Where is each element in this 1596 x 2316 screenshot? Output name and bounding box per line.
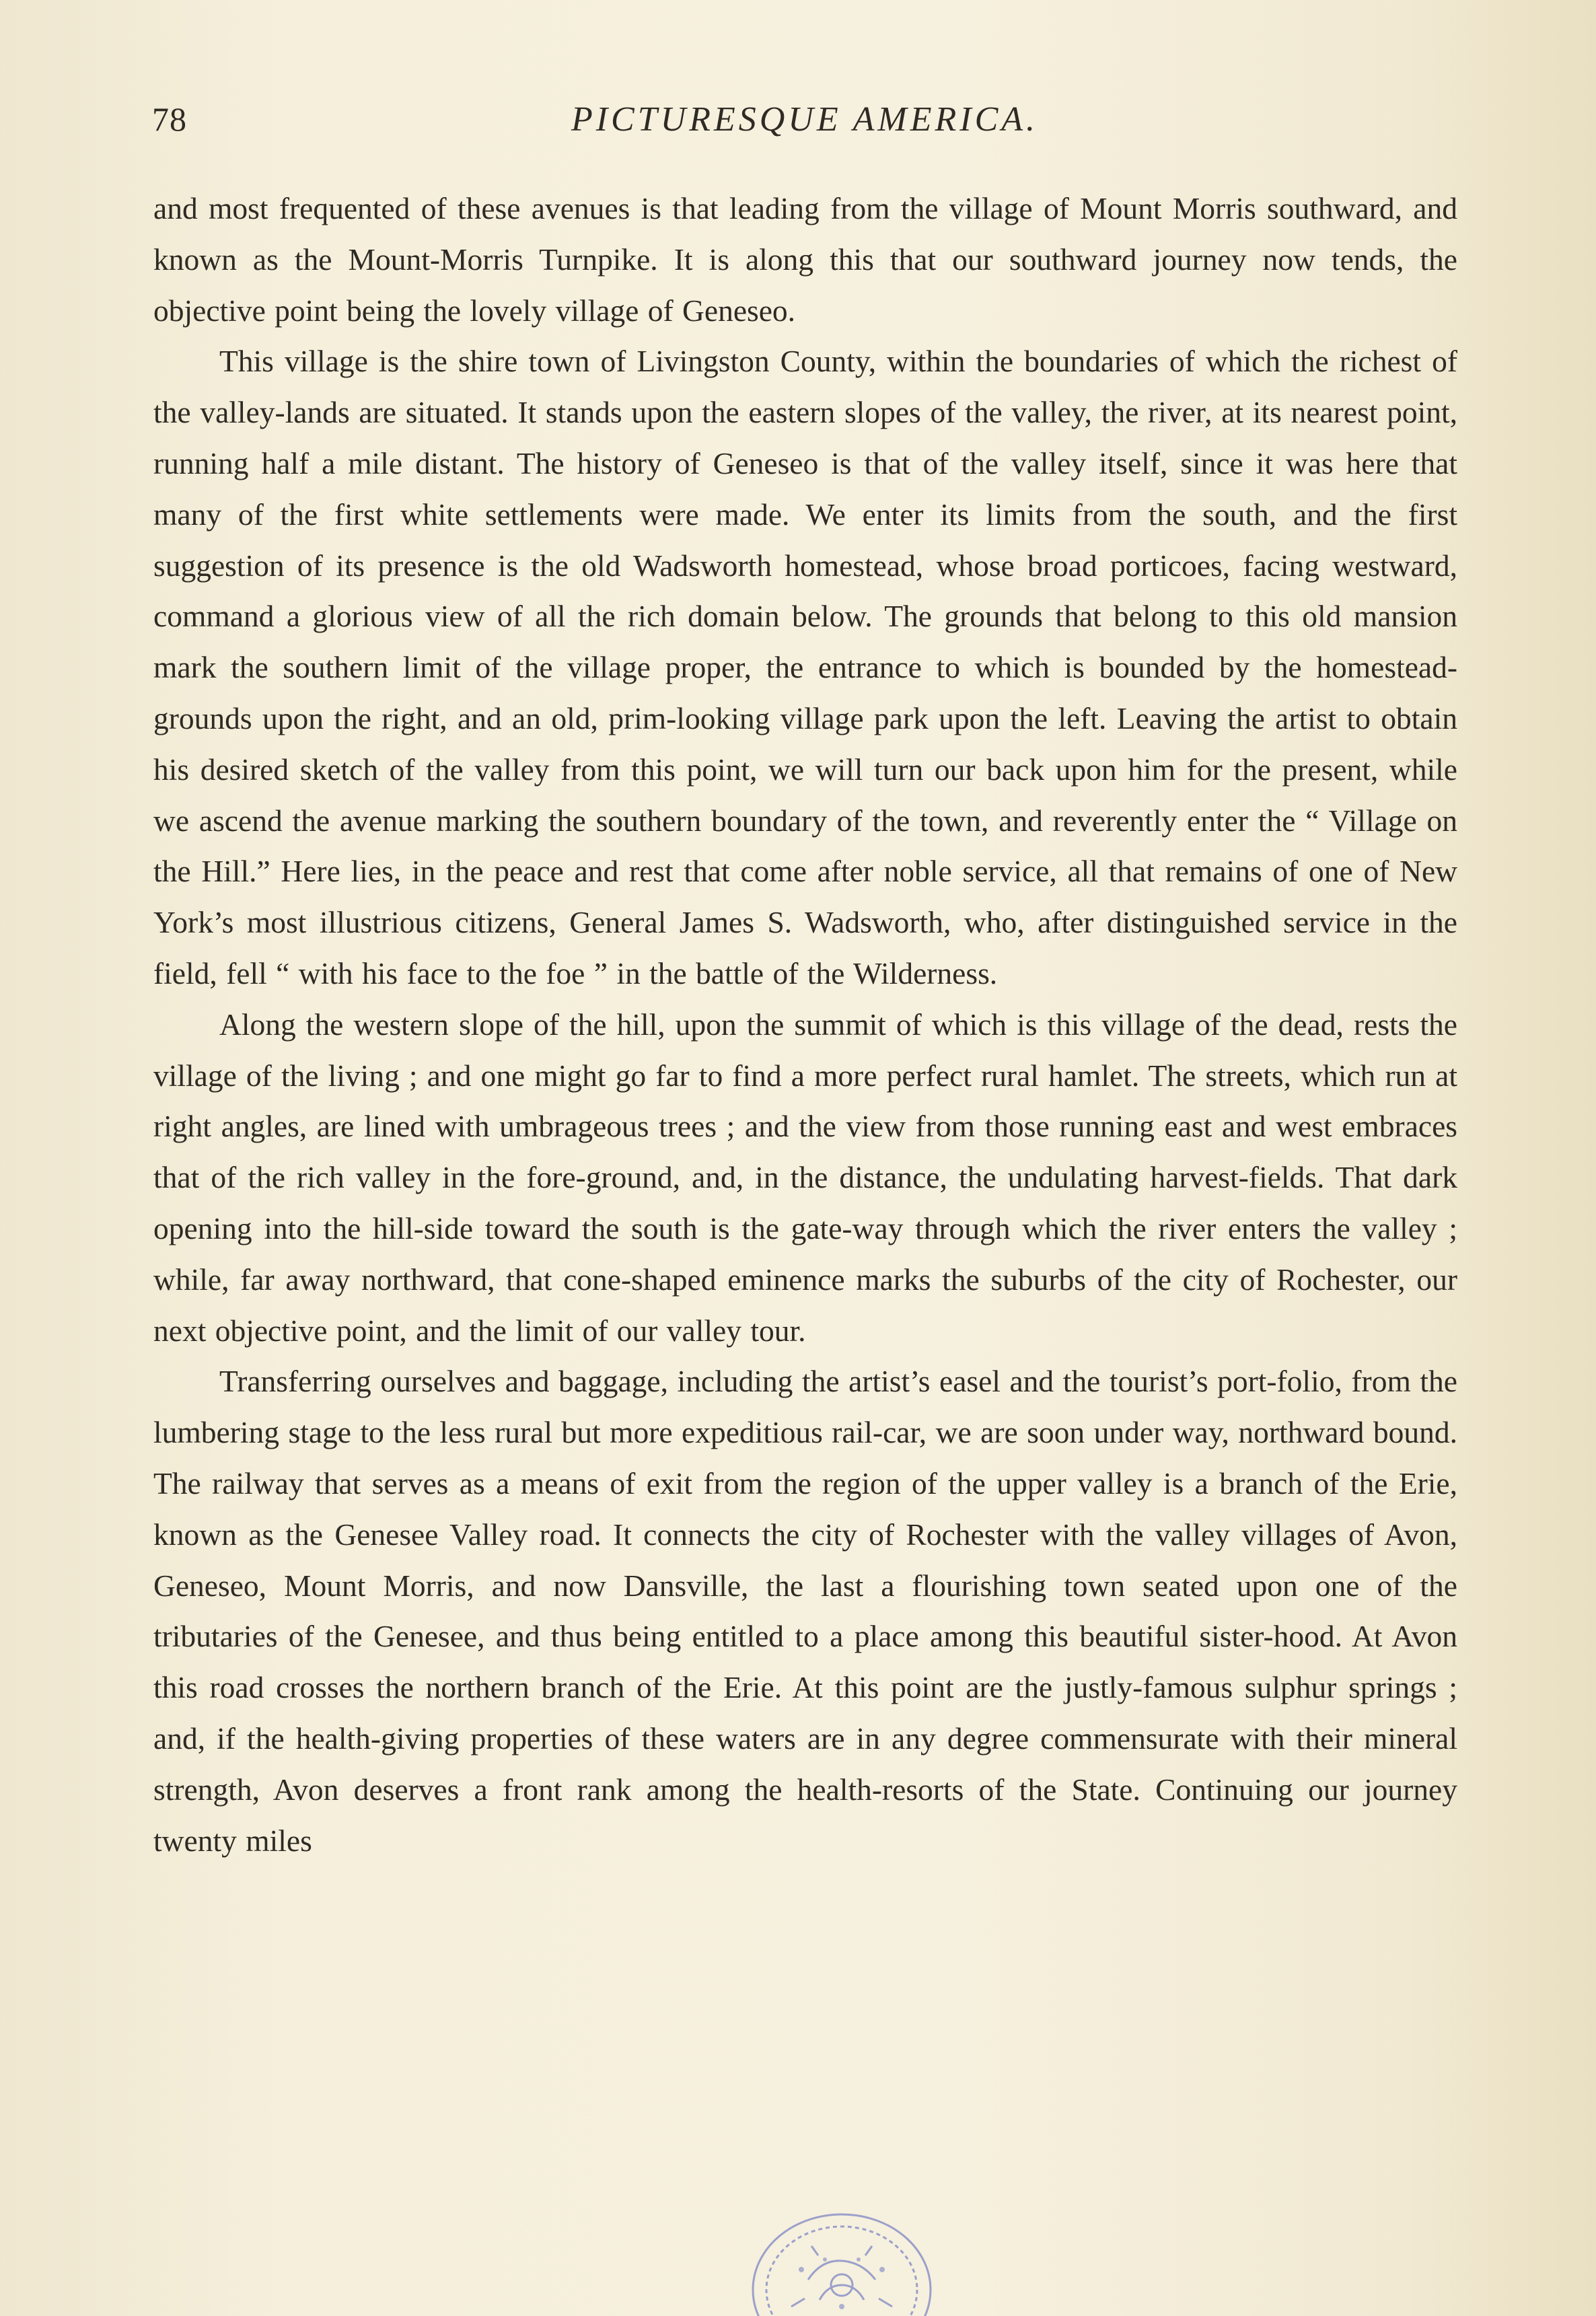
- paragraph-3: Along the western slope of the hill, upon the summit of which is this village of the dead, rests the village of the living ; and one might go far to find a more perfect rural hamlet. The streets, which run at right angles, are lined with umbrageous trees ; and the view from those running east and west embraces that of the rich valley in the fore-ground, and, in the distance, the undulating harvest-fields. That dark opening into the hill-side toward the south is the gate-way through which the river enters the valley ; while, far away northward, that cone-shaped eminence marks the suburbs of the city of Rochester, our next objective point, and the limit of our valley tour.: [153, 1007, 1457, 1348]
- page-header: [152, 100, 1457, 153]
- page-number: 78: [152, 100, 187, 138]
- paragraph-1: and most frequented of these avenues is that leading from the village of Mount Morris southward, and known as the Mount-Morris Turnpike. It is along this that our southward journey now tends, the objective point being the lovely village of Geneseo.: [153, 191, 1457, 328]
- paragraph-2: This village is the shire town of Livingston County, within the boundaries of which the richest of the valley-lands are situated. It stands upon the eastern slopes of the valley, the river, at its nearest point, running half a mile distant. The history of Geneseo is that of the valley itself, since it was here that many of the first white settlements were made. We enter its limits from the south, and the first suggestion of its presence is the old Wadsworth homestead, whose broad porticoes, facing westward, command a glorious view of all the rich domain below. The grounds that belong to this old mansion mark the southern limit of the village proper, the entrance to which is bounded by the homestead-grounds upon the right, and an old, prim-looking village park upon the left. Leaving the artist to obtain his desired sketch of the valley from this point, we will turn our back upon him for the present, while we ascend the avenue marking the southern boundary of the town, and reverently enter the “ Village on the Hill.” Here lies, in the peace and rest that come after noble service, all that remains of one of New York’s most illustrious citizens, General James S. Wadsworth, who, after distinguished service in the field, fell “ with his face to the foe ” in the battle of the Wilderness.: [153, 344, 1457, 990]
- body-text: [153, 183, 1457, 1866]
- library-stamp-icon: [744, 2206, 939, 2316]
- paragraph-4: Transferring ourselves and baggage, including the artist’s easel and the tourist’s port-folio, from the lumbering stage to the less rural but more expeditious rail-car, we are soon under way, northward bound. The railway that serves as a means of exit from the region of the upper valley is a branch of the Erie, known as the Genesee Valley road. It connects the city of Rochester with the valley villages of Avon, Geneseo, Mount Morris, and now Dansville, the last a flourishing town seated upon one of the tributaries of the Genesee, and thus being entitled to a place among this beautiful sister-hood. At Avon this road crosses the northern branch of the Erie. At this point are the justly-famous sulphur springs ; and, if the health-giving properties of these waters are in any degree commensurate with their mineral strength, Avon deserves a front rank among the health-resorts of the State. Continuing our journey twenty miles: [153, 1364, 1457, 1858]
- running-title: PICTURESQUE AMERICA.: [571, 100, 1039, 139]
